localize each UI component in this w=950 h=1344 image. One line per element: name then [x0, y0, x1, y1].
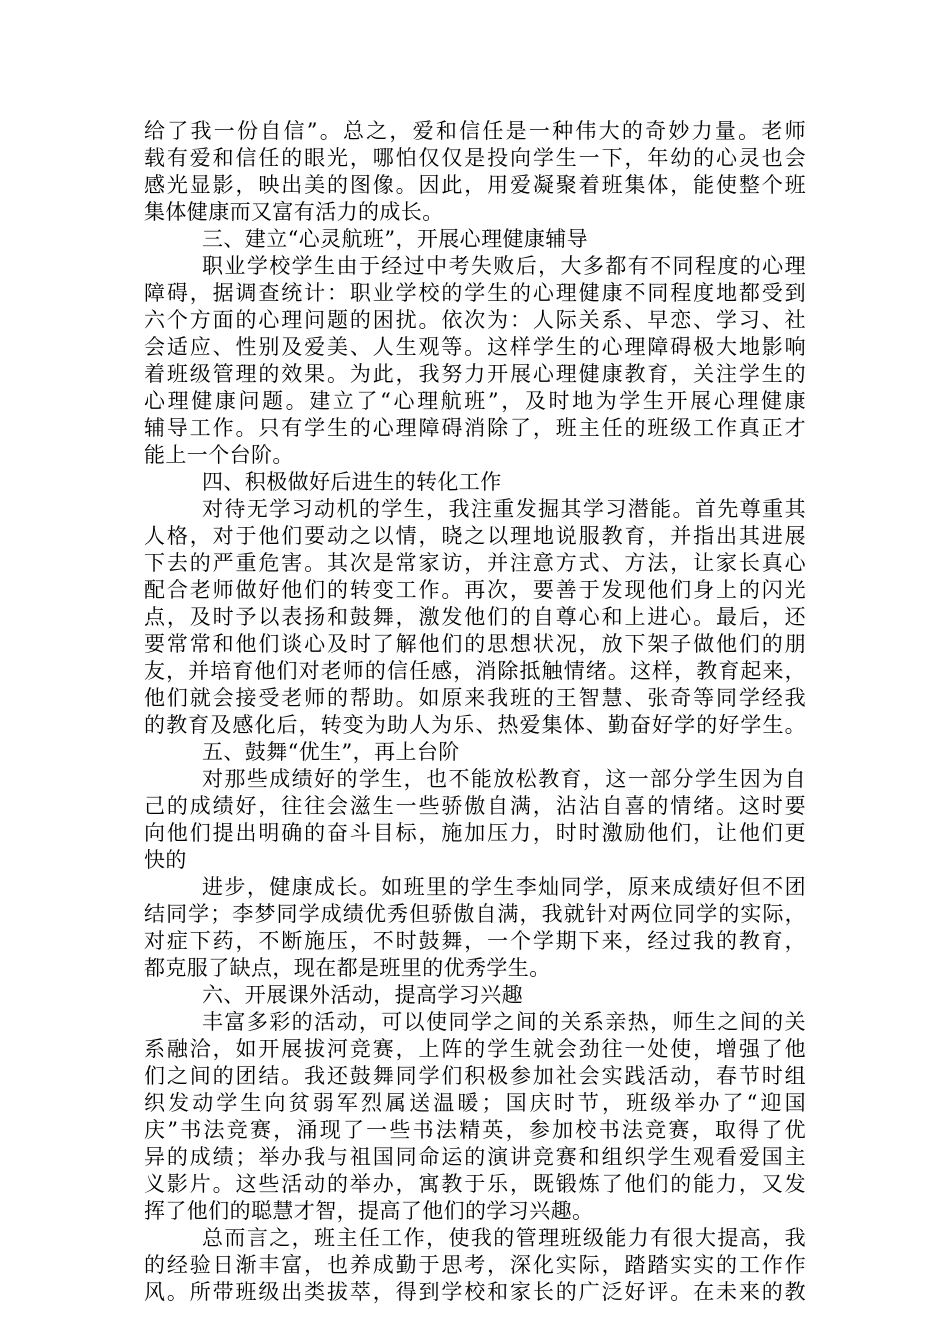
text-line: 下去的严重危害。其次是常家访，并注意方式、方法，让家长真心 [144, 551, 806, 575]
text-line: 义影片。这些活动的举办，寓教于乐，既锻炼了他们的能力，又发 [144, 1172, 806, 1196]
text-line: 向他们提出明确的奋斗目标，施加压力，时时激励他们，让他们更 [144, 821, 806, 845]
text-line: 异的成绩；举办我与祖国同命运的演讲竞赛和组织学生观看爱国主 [144, 1145, 806, 1169]
text-line: 人格，对于他们要动之以情，晓之以理地说服教育，并指出其进展 [144, 524, 806, 548]
text-line: 辅导工作。只有学生的心理障碍消除了，班主任的班级工作真正才 [144, 416, 806, 440]
text-line: 心理健康问题。建立了“心理航班”，及时地为学生开展心理健康 [144, 389, 806, 413]
text-line: 要常常和他们谈心及时了解他们的思想状况，放下架子做他们的朋 [144, 632, 806, 656]
document-body [144, 118, 806, 1306]
text-line: 丰富多彩的活动，可以使同学之间的关系亲热，师生之间的关 [202, 1010, 806, 1034]
text-line: 六个方面的心理问题的困扰。依次为：人际关系、早恋、学习、社 [144, 308, 806, 332]
text-line: 载有爱和信任的眼光，哪怕仅仅是投向学生一下，年幼的心灵也会 [144, 146, 806, 170]
text-line: 能上一个台阶。 [144, 443, 294, 467]
text-line: 的教育及感化后，转变为助人为乐、热爱集体、勤奋好学的好学生。 [144, 713, 806, 737]
text-line: 四、积极做好后进生的转化工作 [202, 470, 502, 494]
text-line: 结同学；李梦同学成绩优秀但骄傲自满，我就针对两位同学的实际， [144, 902, 806, 926]
text-line: 的经验日渐丰富，也养成勤于思考，深化实际，踏踏实实的工作作 [144, 1253, 806, 1277]
text-line: 感光显影，映出美的图像。因此，用爱凝聚着班集体，能使整个班 [144, 173, 806, 197]
text-line: 职业学校学生由于经过中考失败后，大多都有不同程度的心理 [202, 254, 806, 278]
text-line: 庆”书法竞赛，涌现了一些书法精英，参加校书法竞赛，取得了优 [144, 1118, 806, 1142]
text-line: 对症下药，不断施压，不时鼓舞，一个学期下来，经过我的教育， [144, 929, 806, 953]
text-line: 们之间的团结。我还鼓舞同学们积极参加社会实践活动，春节时组 [144, 1064, 806, 1088]
text-line: 着班级管理的效果。为此，我努力开展心理健康教育，关注学生的 [144, 362, 806, 386]
text-line: 风。所带班级出类拔萃，得到学校和家长的广泛好评。在未来的教 [144, 1280, 806, 1304]
text-line: 对待无学习动机的学生，我注重发掘其学习潜能。首先尊重其 [202, 497, 806, 521]
text-line: 点，及时予以表扬和鼓舞，激发他们的自尊心和上进心。最后，还 [144, 605, 806, 629]
text-line: 配合老师做好他们的转变工作。再次，要善于发现他们身上的闪光 [144, 578, 806, 602]
text-line: 挥了他们的聪慧才智，提高了他们的学习兴趣。 [144, 1199, 594, 1223]
text-line: 快的 [144, 848, 187, 872]
text-line: 对那些成绩好的学生，也不能放松教育，这一部分学生因为自 [202, 767, 806, 791]
text-line: 三、建立“心灵航班”，开展心理健康辅导 [202, 227, 589, 251]
text-line: 他们就会接受老师的帮助。如原来我班的王智慧、张奇等同学经我 [144, 686, 806, 710]
text-line: 给了我一份自信”。总之，爱和信任是一种伟大的奇妙力量。老师 [144, 119, 806, 143]
text-line: 障碍，据调查统计：职业学校的学生的心理健康不同程度地都受到 [144, 281, 806, 305]
text-line: 己的成绩好，往往会滋生一些骄傲自满，沾沾自喜的情绪。这时要 [144, 794, 806, 818]
text-line: 集体健康而又富有活力的成长。 [144, 200, 444, 224]
text-line: 六、开展课外活动，提高学习兴趣 [202, 983, 523, 1007]
text-line: 友，并培育他们对老师的信任感，消除抵触情绪。这样，教育起来， [144, 659, 806, 683]
text-line: 进步，健康成长。如班里的学生李灿同学，原来成绩好但不团 [202, 875, 806, 899]
text-line: 五、鼓舞“优生”，再上台阶 [202, 740, 460, 764]
text-line: 系融洽，如开展拔河竞赛，上阵的学生就会劲往一处使，增强了他 [144, 1037, 806, 1061]
text-line: 会适应、性别及爱美、人生观等。这样学生的心理障碍极大地影响 [144, 335, 806, 359]
text-line: 总而言之，班主任工作，使我的管理班级能力有很大提高，我 [202, 1226, 806, 1250]
text-line: 织发动学生向贫弱军烈属送温暖；国庆时节，班级举办了“迎国 [144, 1091, 806, 1115]
text-line: 都克服了缺点，现在都是班里的优秀学生。 [144, 956, 551, 980]
